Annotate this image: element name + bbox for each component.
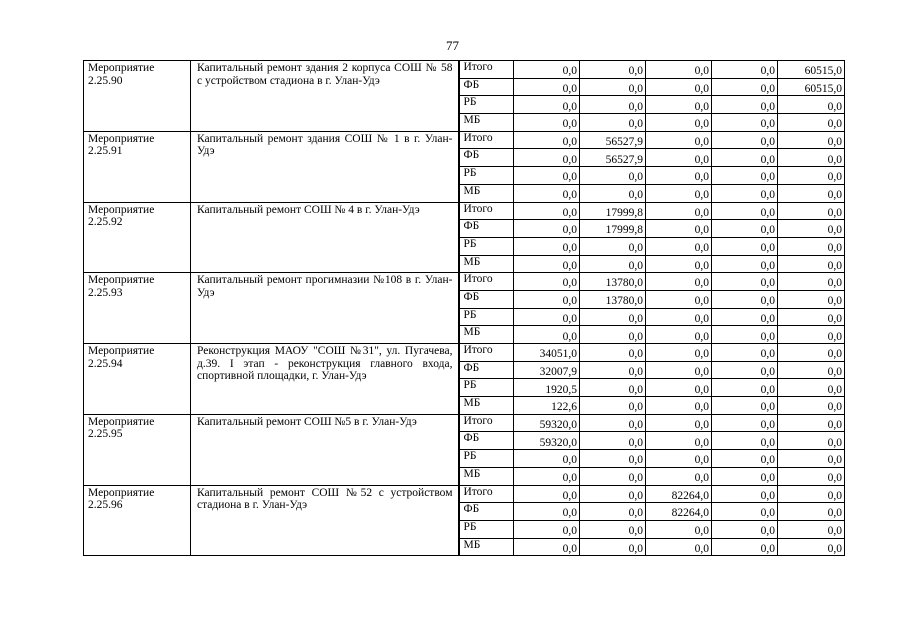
amount-cell: 0,0 <box>712 397 778 415</box>
amount-cell: 0,0 <box>514 538 580 556</box>
amount-cell: 0,0 <box>514 485 580 503</box>
amount-cell: 0,0 <box>514 467 580 485</box>
event-description: Реконструкция МАОУ "СОШ №31", ул. Пугачева, д.39. I этап - реконструкция главного входа, спортивной площадки, г. Улан-Удэ <box>191 344 459 415</box>
amount-cell: 0,0 <box>712 361 778 379</box>
amount-cell: 0,0 <box>646 520 712 538</box>
amount-cell: 0,0 <box>514 255 580 273</box>
amount-cell: 0,0 <box>778 397 845 415</box>
amount-cell: 0,0 <box>778 308 845 326</box>
event-code: Мероприятие 2.25.94 <box>84 344 191 415</box>
table-row <box>84 414 845 432</box>
table-row <box>84 202 845 220</box>
funding-source: РБ <box>459 167 514 185</box>
amount-cell: 0,0 <box>580 255 646 273</box>
amount-cell: 34051,0 <box>514 344 580 362</box>
amount-cell: 0,0 <box>580 538 646 556</box>
amount-cell: 0,0 <box>580 503 646 521</box>
amount-cell: 0,0 <box>778 255 845 273</box>
event-description: Капитальный ремонт прогимназии №108 в г. Улан-Удэ <box>191 273 459 344</box>
amount-cell: 59320,0 <box>514 414 580 432</box>
amount-cell: 0,0 <box>778 485 845 503</box>
amount-cell: 0,0 <box>712 237 778 255</box>
funding-source: МБ <box>459 397 514 415</box>
amount-cell: 0,0 <box>712 503 778 521</box>
amount-cell: 0,0 <box>646 538 712 556</box>
amount-cell: 0,0 <box>778 538 845 556</box>
funding-source: Итого <box>459 414 514 432</box>
funding-source: ФБ <box>459 220 514 238</box>
amount-cell: 122,6 <box>514 397 580 415</box>
amount-cell: 0,0 <box>514 520 580 538</box>
amount-cell: 0,0 <box>778 149 845 167</box>
amount-cell: 60515,0 <box>778 78 845 96</box>
budget-table <box>83 60 845 556</box>
event-description: Капитальный ремонт СОШ № 4 в г. Улан-Удэ <box>191 202 459 273</box>
funding-source: ФБ <box>459 149 514 167</box>
amount-cell: 0,0 <box>712 78 778 96</box>
amount-cell: 0,0 <box>778 167 845 185</box>
amount-cell: 0,0 <box>712 467 778 485</box>
amount-cell: 0,0 <box>514 131 580 149</box>
amount-cell: 0,0 <box>712 202 778 220</box>
amount-cell: 17999,8 <box>580 220 646 238</box>
amount-cell: 82264,0 <box>646 485 712 503</box>
event-code: Мероприятие 2.25.91 <box>84 131 191 202</box>
amount-cell: 0,0 <box>514 114 580 132</box>
amount-cell: 0,0 <box>778 114 845 132</box>
amount-cell: 0,0 <box>514 503 580 521</box>
amount-cell: 0,0 <box>646 432 712 450</box>
amount-cell: 60515,0 <box>778 61 845 79</box>
amount-cell: 0,0 <box>646 344 712 362</box>
funding-source: МБ <box>459 467 514 485</box>
amount-cell: 0,0 <box>712 273 778 291</box>
event-description: Капитальный ремонт СОШ №52 с устройством стадиона в г. Улан-Удэ <box>191 485 459 556</box>
amount-cell: 0,0 <box>646 78 712 96</box>
amount-cell: 0,0 <box>712 538 778 556</box>
event-code: Мероприятие 2.25.95 <box>84 414 191 485</box>
amount-cell: 0,0 <box>514 326 580 344</box>
amount-cell: 0,0 <box>778 237 845 255</box>
amount-cell: 0,0 <box>580 167 646 185</box>
amount-cell: 0,0 <box>778 432 845 450</box>
amount-cell: 13780,0 <box>580 290 646 308</box>
funding-source: ФБ <box>459 503 514 521</box>
amount-cell: 0,0 <box>646 414 712 432</box>
amount-cell: 0,0 <box>580 61 646 79</box>
amount-cell: 0,0 <box>646 114 712 132</box>
funding-source: РБ <box>459 308 514 326</box>
amount-cell: 0,0 <box>778 467 845 485</box>
amount-cell: 0,0 <box>514 167 580 185</box>
amount-cell: 0,0 <box>514 78 580 96</box>
funding-source: РБ <box>459 520 514 538</box>
amount-cell: 0,0 <box>712 520 778 538</box>
amount-cell: 1920,5 <box>514 379 580 397</box>
amount-cell: 0,0 <box>778 96 845 114</box>
amount-cell: 0,0 <box>712 379 778 397</box>
amount-cell: 0,0 <box>646 467 712 485</box>
amount-cell: 0,0 <box>514 308 580 326</box>
event-code: Мероприятие 2.25.96 <box>84 485 191 556</box>
amount-cell: 0,0 <box>580 397 646 415</box>
amount-cell: 0,0 <box>712 131 778 149</box>
amount-cell: 82264,0 <box>646 503 712 521</box>
funding-source: РБ <box>459 96 514 114</box>
amount-cell: 0,0 <box>514 220 580 238</box>
amount-cell: 0,0 <box>580 184 646 202</box>
amount-cell: 0,0 <box>646 326 712 344</box>
amount-cell: 0,0 <box>778 414 845 432</box>
amount-cell: 0,0 <box>646 149 712 167</box>
amount-cell: 0,0 <box>712 220 778 238</box>
table-row <box>84 485 845 503</box>
funding-source: РБ <box>459 379 514 397</box>
event-description: Капитальный ремонт СОШ №5 в г. Улан-Удэ <box>191 414 459 485</box>
table-row <box>84 344 845 362</box>
amount-cell: 0,0 <box>514 184 580 202</box>
amount-cell: 0,0 <box>580 326 646 344</box>
amount-cell: 0,0 <box>646 184 712 202</box>
event-description: Капитальный ремонт здания 2 корпуса СОШ № 58 с устройством стадиона в г. Улан-Удэ <box>191 61 459 132</box>
amount-cell: 0,0 <box>646 450 712 468</box>
amount-cell: 0,0 <box>712 61 778 79</box>
table-row <box>84 61 845 79</box>
amount-cell: 0,0 <box>778 450 845 468</box>
amount-cell: 0,0 <box>514 273 580 291</box>
amount-cell: 0,0 <box>580 485 646 503</box>
event-code: Мероприятие 2.25.90 <box>84 61 191 132</box>
amount-cell: 0,0 <box>712 114 778 132</box>
amount-cell: 0,0 <box>712 485 778 503</box>
amount-cell: 0,0 <box>778 326 845 344</box>
amount-cell: 0,0 <box>778 520 845 538</box>
funding-source: Итого <box>459 273 514 291</box>
amount-cell: 0,0 <box>580 414 646 432</box>
amount-cell: 0,0 <box>712 167 778 185</box>
amount-cell: 32007,9 <box>514 361 580 379</box>
amount-cell: 0,0 <box>580 432 646 450</box>
amount-cell: 0,0 <box>514 149 580 167</box>
amount-cell: 0,0 <box>646 202 712 220</box>
funding-source: Итого <box>459 61 514 79</box>
amount-cell: 0,0 <box>580 344 646 362</box>
amount-cell: 0,0 <box>580 361 646 379</box>
amount-cell: 0,0 <box>778 290 845 308</box>
amount-cell: 0,0 <box>580 114 646 132</box>
amount-cell: 0,0 <box>580 520 646 538</box>
amount-cell: 0,0 <box>646 397 712 415</box>
amount-cell: 0,0 <box>580 96 646 114</box>
amount-cell: 0,0 <box>778 379 845 397</box>
amount-cell: 17999,8 <box>580 202 646 220</box>
table-row <box>84 131 845 149</box>
amount-cell: 0,0 <box>514 61 580 79</box>
amount-cell: 0,0 <box>514 290 580 308</box>
funding-source: Итого <box>459 344 514 362</box>
amount-cell: 0,0 <box>712 344 778 362</box>
amount-cell: 0,0 <box>712 414 778 432</box>
amount-cell: 0,0 <box>778 273 845 291</box>
amount-cell: 0,0 <box>712 326 778 344</box>
amount-cell: 0,0 <box>778 202 845 220</box>
amount-cell: 0,0 <box>646 361 712 379</box>
funding-source: Итого <box>459 131 514 149</box>
amount-cell: 0,0 <box>712 308 778 326</box>
funding-source: ФБ <box>459 78 514 96</box>
amount-cell: 0,0 <box>646 273 712 291</box>
amount-cell: 0,0 <box>778 361 845 379</box>
event-code: Мероприятие 2.25.92 <box>84 202 191 273</box>
amount-cell: 0,0 <box>646 379 712 397</box>
amount-cell: 0,0 <box>646 255 712 273</box>
funding-source: Итого <box>459 202 514 220</box>
amount-cell: 0,0 <box>712 184 778 202</box>
amount-cell: 0,0 <box>580 78 646 96</box>
amount-cell: 13780,0 <box>580 273 646 291</box>
funding-source: МБ <box>459 538 514 556</box>
amount-cell: 0,0 <box>646 96 712 114</box>
amount-cell: 0,0 <box>580 450 646 468</box>
funding-source: МБ <box>459 255 514 273</box>
amount-cell: 0,0 <box>778 344 845 362</box>
funding-source: МБ <box>459 114 514 132</box>
amount-cell: 0,0 <box>646 290 712 308</box>
funding-source: ФБ <box>459 290 514 308</box>
amount-cell: 56527,9 <box>580 149 646 167</box>
amount-cell: 0,0 <box>712 450 778 468</box>
funding-source: Итого <box>459 485 514 503</box>
amount-cell: 0,0 <box>580 467 646 485</box>
amount-cell: 0,0 <box>712 432 778 450</box>
funding-source: РБ <box>459 237 514 255</box>
amount-cell: 0,0 <box>646 167 712 185</box>
amount-cell: 0,0 <box>778 131 845 149</box>
funding-source: МБ <box>459 326 514 344</box>
amount-cell: 0,0 <box>646 61 712 79</box>
amount-cell: 0,0 <box>778 503 845 521</box>
amount-cell: 59320,0 <box>514 432 580 450</box>
amount-cell: 0,0 <box>646 308 712 326</box>
funding-source: МБ <box>459 184 514 202</box>
amount-cell: 0,0 <box>712 290 778 308</box>
amount-cell: 0,0 <box>514 202 580 220</box>
amount-cell: 0,0 <box>580 308 646 326</box>
amount-cell: 0,0 <box>580 379 646 397</box>
amount-cell: 0,0 <box>514 237 580 255</box>
funding-source: РБ <box>459 450 514 468</box>
event-description: Капитальный ремонт здания СОШ № 1 в г. Улан-Удэ <box>191 131 459 202</box>
amount-cell: 0,0 <box>778 220 845 238</box>
page-number: 77 <box>446 38 459 53</box>
table-row <box>84 273 845 291</box>
amount-cell: 0,0 <box>646 220 712 238</box>
amount-cell: 56527,9 <box>580 131 646 149</box>
amount-cell: 0,0 <box>712 255 778 273</box>
funding-source: ФБ <box>459 361 514 379</box>
amount-cell: 0,0 <box>712 96 778 114</box>
amount-cell: 0,0 <box>646 237 712 255</box>
amount-cell: 0,0 <box>646 131 712 149</box>
event-code: Мероприятие 2.25.93 <box>84 273 191 344</box>
funding-source: ФБ <box>459 432 514 450</box>
amount-cell: 0,0 <box>712 149 778 167</box>
amount-cell: 0,0 <box>514 450 580 468</box>
amount-cell: 0,0 <box>580 237 646 255</box>
amount-cell: 0,0 <box>514 96 580 114</box>
amount-cell: 0,0 <box>778 184 845 202</box>
